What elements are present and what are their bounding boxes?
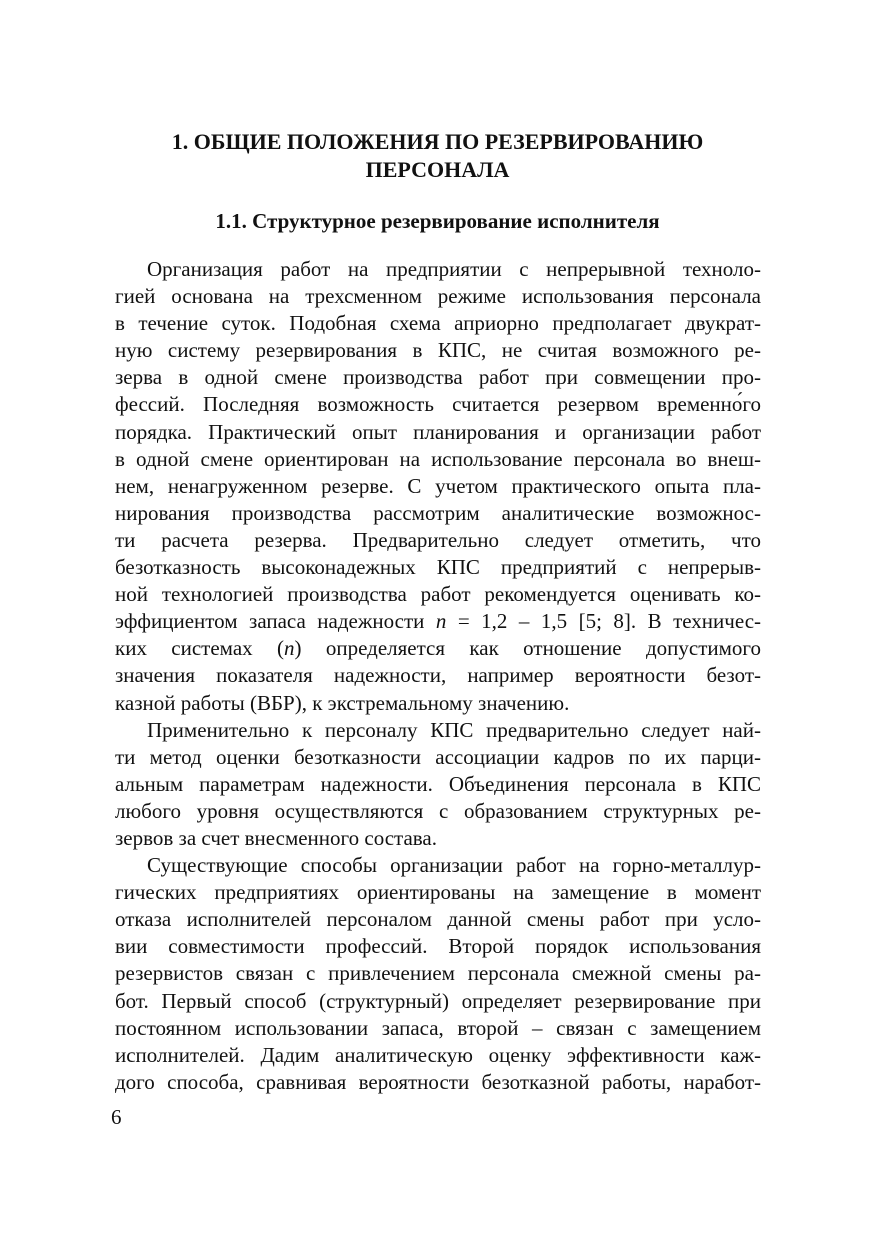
text-line: нем, ненагруженном резерве. С учетом практического опыта пла- [115, 473, 761, 498]
text-line: ной технологией производства работ рекомендуется оценивать ко- [115, 582, 761, 607]
text-line-with-variable [115, 635, 761, 662]
chapter-title-line-1: 1. ОБЩИЕ ПОЛОЖЕНИЯ ПО РЕЗЕРВИРОВАНИЮ [171, 129, 704, 154]
text-segment: эффициентом запаса надежности [115, 609, 425, 634]
text-line-with-variable [115, 608, 761, 635]
text-line: любого уровня осуществляются с образованием структурных ре- [115, 798, 761, 823]
body-text [115, 256, 761, 1096]
page-number: 6 [111, 1105, 122, 1129]
text-line: ную систему резервирования в КПС, не считая возможного ре- [115, 338, 761, 363]
text-line: порядка. Практический опыт планирования и организации работ [115, 419, 761, 444]
text-line: исполнителей. Дадим аналитическую оценку эффективности каж- [115, 1042, 761, 1067]
text-line: казной работы (ВБР), к экстремальному значению. [115, 690, 570, 715]
text-line: гией основана на трехсменном режиме использования персонала [115, 284, 761, 309]
text-segment: = 1,2 – 1,5 [5; 8]. В техничес- [446, 609, 762, 634]
text-line: ти метод оценки безотказности ассоциации кадров по их парци- [115, 744, 761, 769]
text-line: гических предприятиях ориентированы на замещение в момент [115, 880, 761, 905]
text-line: бот. Первый способ (структурный) определяет резервирование при [115, 988, 761, 1013]
text-line: зервов за счет внесменного состава. [115, 825, 438, 850]
text-line: Существующие способы организации работ на горно-металлур- [147, 853, 761, 878]
text-line: безотказность высоконадежных КПС предприятий с непрерыв- [115, 555, 761, 580]
variable-n: n [284, 636, 295, 661]
text-line: значения показателя надежности, например вероятности безот- [115, 663, 761, 688]
text-line: вии совместимости профессий. Второй порядок использования [115, 934, 761, 959]
text-line: фессий. Последняя возможность считается резервом временно́го [115, 392, 761, 417]
text-segment: ких системах ( [115, 636, 285, 661]
text-line: альным параметрам надежности. Объединения персонала в КПС [115, 771, 761, 796]
text-line: ти расчета резерва. Предварительно следует отметить, что [115, 527, 761, 552]
text-line: постоянном использовании запаса, второй – связан с замещением [115, 1015, 761, 1040]
chapter-title-line-2: ПЕРСОНАЛА [365, 157, 510, 182]
text-line: в одной смене ориентирован на использование персонала во внеш- [115, 446, 761, 471]
text-line: резервистов связан с привлечением персонала смежной смены ра- [115, 961, 761, 986]
text-line: нирования производства рассмотрим аналитические возможнос- [115, 500, 761, 525]
chapter-title [110, 128, 765, 184]
section-title: 1.1. Структурное резервирование исполнителя [215, 209, 660, 233]
text-line: дого способа, сравнивая вероятности безотказной работы, наработ- [115, 1069, 761, 1094]
variable-n: n [435, 609, 447, 634]
text-line: Организация работ на предприятии с непрерывной техноло- [147, 257, 761, 281]
text-line: в течение суток. Подобная схема априорно предполагает двукрат- [115, 311, 761, 336]
text-segment: ) определяется как отношение допустимого [294, 636, 762, 661]
text-line: Применительно к персоналу КПС предварительно следует най- [147, 717, 761, 742]
text-line: зерва в одной смене производства работ при совмещении про- [115, 365, 761, 390]
text-line: отказа исполнителей персоналом данной смены работ при усло- [115, 907, 761, 932]
